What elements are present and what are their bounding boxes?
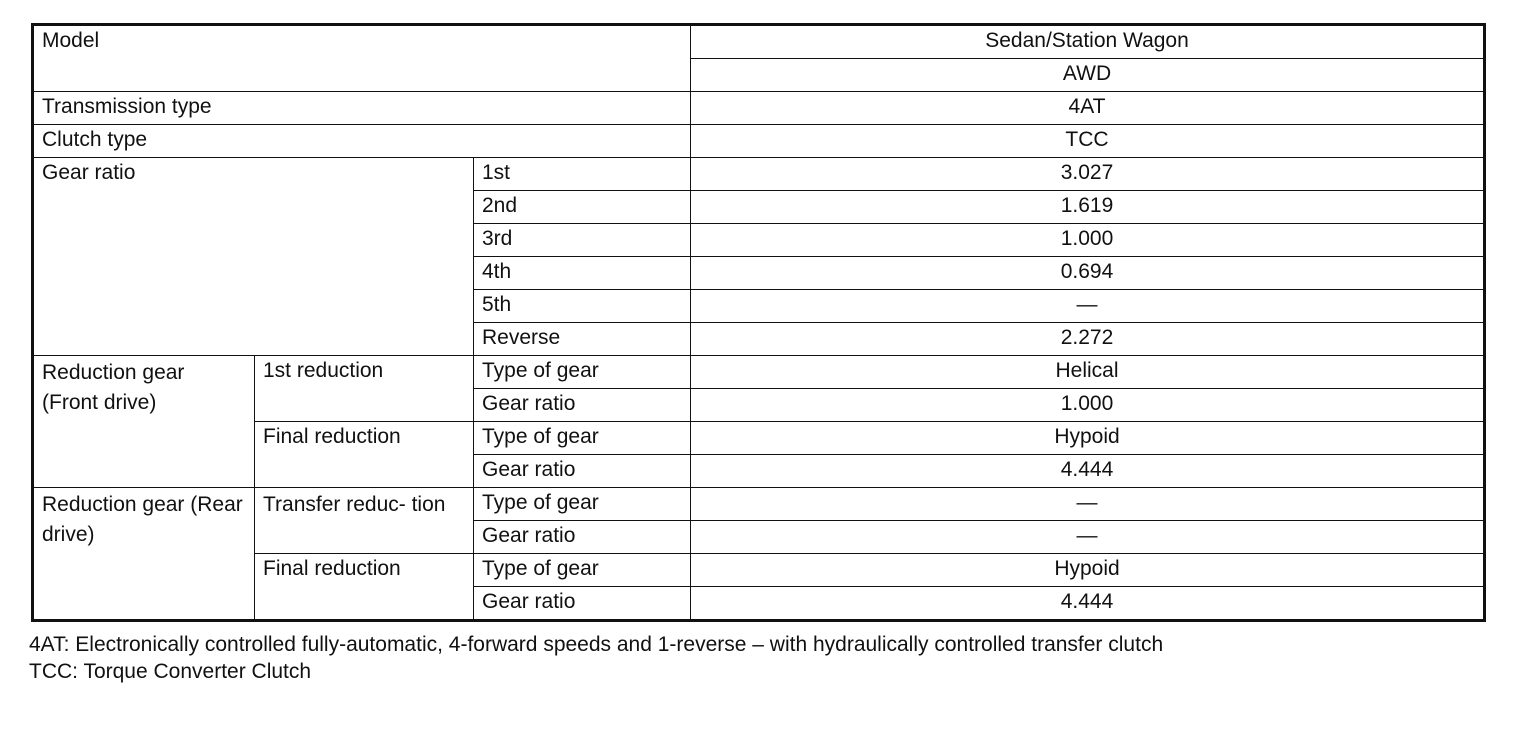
- transmission-type-value: 4AT: [691, 92, 1485, 125]
- gear-ratio-row-value: 4.444: [691, 587, 1485, 621]
- transmission-spec-table: [31, 23, 1486, 622]
- table-row: [33, 125, 1485, 158]
- gear-ratio-row-label: Gear ratio: [474, 455, 691, 488]
- front-final-reduction-label: Final reduction: [255, 422, 474, 488]
- gear-ratio-row-value: —: [691, 521, 1485, 554]
- type-of-gear-label: Type of gear: [474, 488, 691, 521]
- rear-transfer-reduction-label: Transfer reduc- tion: [255, 488, 474, 554]
- gear-ratio-row-label: Gear ratio: [474, 521, 691, 554]
- gear-ratio-row-value: 4.444: [691, 455, 1485, 488]
- clutch-type-value: TCC: [691, 125, 1485, 158]
- type-of-gear-value: Hypoid: [691, 422, 1485, 455]
- gear-ratio-label: Gear ratio: [33, 158, 474, 356]
- footnote-tcc: TCC: Torque Converter Clutch: [29, 660, 312, 683]
- rear-final-reduction-label: Final reduction: [255, 554, 474, 621]
- gear-ratio-row-label: Gear ratio: [474, 389, 691, 422]
- table-row: [33, 356, 1485, 389]
- spec-document: [31, 23, 1483, 685]
- gear-name: 2nd: [474, 191, 691, 224]
- footnotes: [29, 631, 1483, 685]
- type-of-gear-label: Type of gear: [474, 422, 691, 455]
- model-label: Model: [33, 25, 691, 92]
- gear-ratio-value: 1.000: [691, 224, 1485, 257]
- gear-name: 4th: [474, 257, 691, 290]
- gear-ratio-value: 0.694: [691, 257, 1485, 290]
- gear-name: 3rd: [474, 224, 691, 257]
- gear-ratio-value: 1.619: [691, 191, 1485, 224]
- gear-name: 1st: [474, 158, 691, 191]
- transmission-type-label: Transmission type: [33, 92, 691, 125]
- clutch-type-label: Clutch type: [33, 125, 691, 158]
- gear-ratio-value: —: [691, 290, 1485, 323]
- gear-name: Reverse: [474, 323, 691, 356]
- type-of-gear-label: Type of gear: [474, 554, 691, 587]
- model-value-body: Sedan/Station Wagon: [691, 25, 1485, 59]
- gear-ratio-value: 3.027: [691, 158, 1485, 191]
- table-row: [33, 158, 1485, 191]
- type-of-gear-value: Hypoid: [691, 554, 1485, 587]
- table-row: [33, 25, 1485, 59]
- gear-name: 5th: [474, 290, 691, 323]
- table-row: [33, 92, 1485, 125]
- gear-ratio-row-label: Gear ratio: [474, 587, 691, 621]
- type-of-gear-value: —: [691, 488, 1485, 521]
- gear-ratio-value: 2.272: [691, 323, 1485, 356]
- type-of-gear-label: Type of gear: [474, 356, 691, 389]
- type-of-gear-value: Helical: [691, 356, 1485, 389]
- table-row: [33, 488, 1485, 521]
- rear-reduction-label: Reduction gear (Rear drive): [33, 488, 255, 621]
- footnote-4at: 4AT: Electronically controlled fully-automatic, 4-forward speeds and 1-reverse – with hydraulically controlled transfer clutch: [29, 633, 1164, 656]
- model-value-drive: AWD: [691, 59, 1485, 92]
- gear-ratio-row-value: 1.000: [691, 389, 1485, 422]
- front-first-reduction-label: 1st reduction: [255, 356, 474, 422]
- front-reduction-label: Reduction gear (Front drive): [33, 356, 255, 488]
